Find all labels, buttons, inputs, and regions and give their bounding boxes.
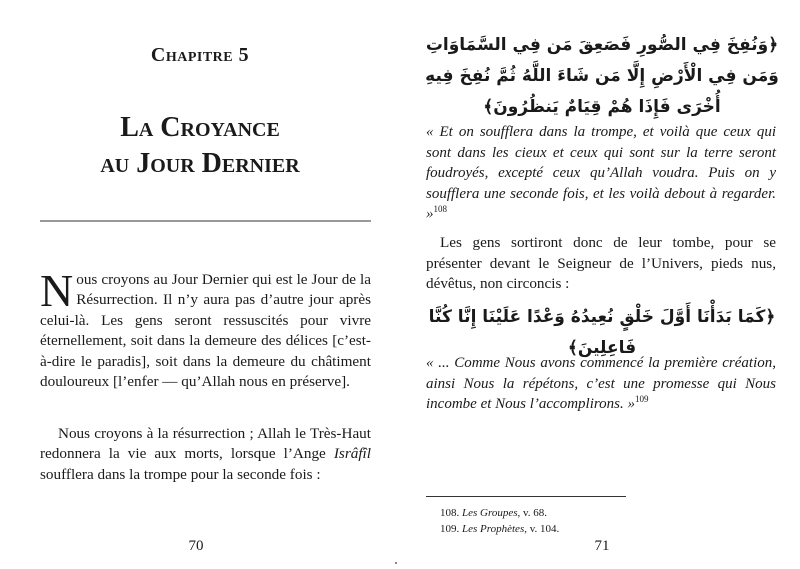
angel-name: Isrâfîl [333, 445, 371, 463]
paragraph-2 [40, 424, 371, 485]
arabic-verse-1: ﴿وَنُفِخَ فِي الصُّورِ فَصَعِقَ مَن فِي السَّمَاوَاتِ وَمَن فِي الْأَرْضِ إِلَّا مَن شَاءَ اللَّهُ ثُمَّ نُفِخَ فِيهِ أُخْرَى فَإِذَا هُمْ قِيَامٌ يَنظُرُونَ﴾ [425, 35, 779, 117]
page-number-left: 70 [188, 538, 204, 554]
arabic-verse-2: ﴿كَمَا بَدَأْنَا أَوَّلَ خَلْقٍ نُعِيدُهُ وَعْدًا عَلَيْنَا إِنَّا كُنَّا فَاعِلِينَ﴾ [428, 307, 776, 358]
verse-translation-2 [426, 353, 776, 415]
drop-cap: N [40, 265, 74, 316]
footnote-109-ref: , v. 104. [524, 523, 560, 535]
chapter-title-line1: La Croyance [120, 112, 280, 143]
title-divider [40, 220, 371, 222]
footnote-108-number: 108. [440, 507, 462, 519]
paragraph-1 [40, 265, 371, 392]
prose-paragraph: Les gens sortiront donc de leur tombe, pour se présenter devant le Seigneur de l’Univers, pieds nus, dévêtus, non circoncis : [426, 234, 776, 292]
footnote-108-title: Les Groupes [462, 507, 518, 519]
chapter-title [0, 110, 400, 182]
footnote-divider [426, 496, 626, 497]
footnote-109-number: 109. [440, 523, 462, 535]
footnote-108-ref: , v. 68. [517, 507, 548, 519]
footnote-ref-109[interactable]: 109 [635, 394, 649, 404]
paragraph-2-after: soufflera dans la trompe pour la seconde fois : [40, 465, 321, 483]
footnote-109-title: Les Prophètes [462, 523, 525, 535]
right-page [400, 0, 800, 569]
paragraph-1-text: ous croyons au Jour Dernier qui est le Jour de la Résurrection. Il n’y aura pas d’autre jour après celui-là. Les gens seront ressuscités pour vivre éternellement, soit dans la demeure des délices [c’est-à-dire le paradis], soit dans la demeure du châtiment douloureux [l’enfer — qu’Allah nous en préserve]. [40, 271, 371, 391]
verse-translation-1 [426, 122, 776, 225]
page-number-right: 71 [594, 538, 610, 554]
translation-2-text: « ... Comme Nous avons commencé la première création, ainsi Nous la répétons, c’est une promesse qui Nous incombe et Nous l’accomplirons. » [426, 355, 776, 412]
footnote-108 [440, 505, 760, 521]
footnote-ref-108[interactable]: 108 [433, 204, 447, 214]
chapter-title-line2: au Jour Dernier [100, 148, 300, 179]
paragraph-2-before: Nous croyons à la résurrection ; Allah le Très-Haut redonnera la vie aux morts, lorsque l’Ange [40, 425, 371, 463]
footnote-109 [440, 521, 760, 537]
center-mark [395, 562, 397, 564]
chapter-label: Chapitre 5 [150, 44, 250, 66]
translation-1-text: « Et on soufflera dans la trompe, et voilà que ceux qui sont dans les cieux et ceux qui sont sur la terre seront foudroyés, excepté ceux qu’Allah voudra. Puis on y soufflera une seconde fois, et les voilà debout à regarder. » [426, 124, 776, 222]
